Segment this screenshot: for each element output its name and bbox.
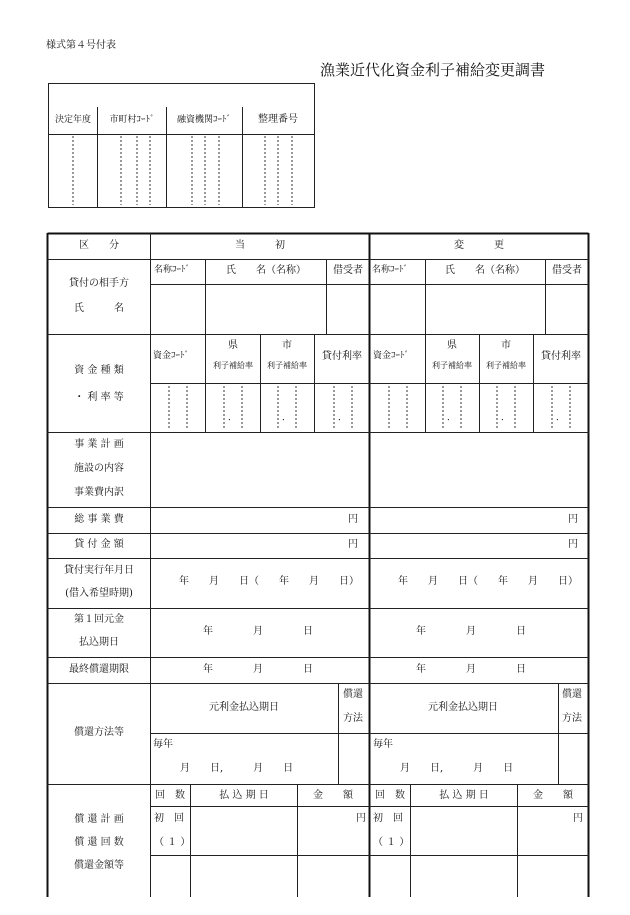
dot-5: ．: [501, 413, 511, 423]
label-partner: 貸付の相手方: [69, 278, 129, 289]
change-method-2: 方法: [562, 713, 582, 724]
change-payment-date: 元利金払込期日: [428, 702, 498, 713]
original-payment-date: 元利金払込期日: [209, 702, 279, 713]
change-shimei: 氏 名（名称）: [445, 265, 525, 276]
change-final-date: 年 月 日: [416, 664, 526, 675]
label-total-cost: 総 事 業 費: [74, 514, 124, 525]
document-title: 漁業近代化資金利子補給変更調書: [320, 61, 546, 79]
label-cost-breakdown: 事業費内訳: [74, 487, 124, 498]
original-total-yen: 円: [348, 514, 358, 525]
change-shi-rate: 利子補給率: [486, 361, 526, 370]
label-rate: ・ 利 率 等: [74, 392, 124, 403]
change-lending-rate: 貸付利率: [541, 351, 581, 362]
label-facility: 施設の内容: [74, 463, 124, 474]
change-shi: 市: [501, 340, 511, 351]
label-repayment-method: 償還方法等: [74, 727, 124, 738]
original-shimei: 氏 名（名称）: [226, 265, 306, 276]
original-shi: 市: [282, 340, 292, 351]
original-final-date: 年 月 日: [203, 664, 313, 675]
change-kingaku: 金 額: [533, 790, 573, 801]
original-month-day: 月 日, 月 日: [180, 763, 294, 774]
header-change: 変 更: [454, 240, 504, 251]
header-original: 当 初: [235, 240, 285, 251]
dot-2: ．: [282, 413, 292, 423]
label-desired-date: (借入希望時期): [65, 588, 133, 599]
change-sched-yen: 円: [573, 813, 583, 824]
label-final-repayment: 最終償還期限: [69, 664, 129, 675]
dot-1: ．: [228, 413, 238, 423]
original-kingaku: 金 額: [313, 790, 353, 801]
original-ken-rate: 利子補給率: [213, 361, 253, 370]
original-borrower: 借受者: [333, 265, 363, 276]
original-method-2: 方法: [343, 713, 363, 724]
change-first-time: 初 回: [373, 813, 403, 824]
change-one: （ １ ）: [373, 837, 410, 848]
label-institution-code: 融資機関ｺｰﾄﾞ: [176, 115, 232, 125]
form-number: 様式第４号付表: [46, 40, 116, 51]
change-first-date: 年 月 日: [416, 626, 526, 637]
change-exec-date: 年 月 日（ 年 月 日）: [398, 576, 578, 587]
label-fund-type: 資 金 種 類: [74, 365, 124, 376]
label-reference-number: 整理番号: [258, 114, 298, 125]
label-exec-date: 貸付実行年月日: [64, 565, 134, 576]
original-kaisuu: 回 数: [155, 790, 185, 801]
original-shi-rate: 利子補給率: [267, 361, 307, 370]
label-loan-amount: 貸 付 金 額: [74, 539, 124, 550]
original-exec-date: 年 月 日（ 年 月 日）: [179, 576, 359, 587]
original-every-year: 毎年: [153, 739, 173, 750]
change-method-1: 償還: [562, 689, 582, 700]
change-ken: 県: [447, 340, 457, 351]
original-ken: 県: [228, 340, 238, 351]
label-decision-year: 決定年度: [54, 115, 92, 125]
original-name-code: 名称ｺｰﾄﾞ: [154, 265, 191, 275]
label-repay-plan: 償 還 計 画: [74, 814, 124, 825]
change-kaisuu: 回 数: [375, 790, 405, 801]
label-repay-count: 償 還 回 数: [74, 837, 124, 848]
original-first-date: 年 月 日: [203, 626, 313, 637]
label-partner-name: 氏 名: [74, 303, 124, 314]
change-name-code: 名称ｺｰﾄﾞ: [372, 265, 409, 275]
original-sched-yen: 円: [356, 813, 366, 824]
dot-6: ．: [556, 413, 566, 423]
header-kubun: 区 分: [79, 240, 119, 251]
original-fund-code: 資金ｺｰﾄﾞ: [153, 351, 190, 361]
dot-4: ．: [447, 413, 457, 423]
original-method-1: 償還: [343, 689, 363, 700]
change-ken-rate: 利子補給率: [432, 361, 472, 370]
change-payin-date: 払 込 期 日: [439, 790, 489, 801]
original-one: （ １ ）: [154, 837, 191, 848]
change-loan-yen: 円: [568, 539, 578, 550]
dot-3: ．: [338, 413, 348, 423]
label-repay-amount: 償還金額等: [74, 860, 124, 871]
change-every-year: 毎年: [373, 739, 393, 750]
change-fund-code: 資金ｺｰﾄﾞ: [373, 351, 410, 361]
change-total-yen: 円: [568, 514, 578, 525]
label-municipality-code: 市町村ｺｰﾄﾞ: [109, 115, 155, 125]
original-lending-rate: 貸付利率: [322, 351, 362, 362]
label-payment-due: 払込期日: [79, 637, 119, 648]
label-business-plan: 事 業 計 画: [74, 439, 124, 450]
change-borrower: 借受者: [552, 265, 582, 276]
original-loan-yen: 円: [348, 539, 358, 550]
label-first-principal: 第１回元金: [74, 614, 124, 625]
original-payin-date: 払 込 期 日: [219, 790, 269, 801]
change-month-day: 月 日, 月 日: [400, 763, 514, 774]
original-first-time: 初 回: [154, 813, 184, 824]
